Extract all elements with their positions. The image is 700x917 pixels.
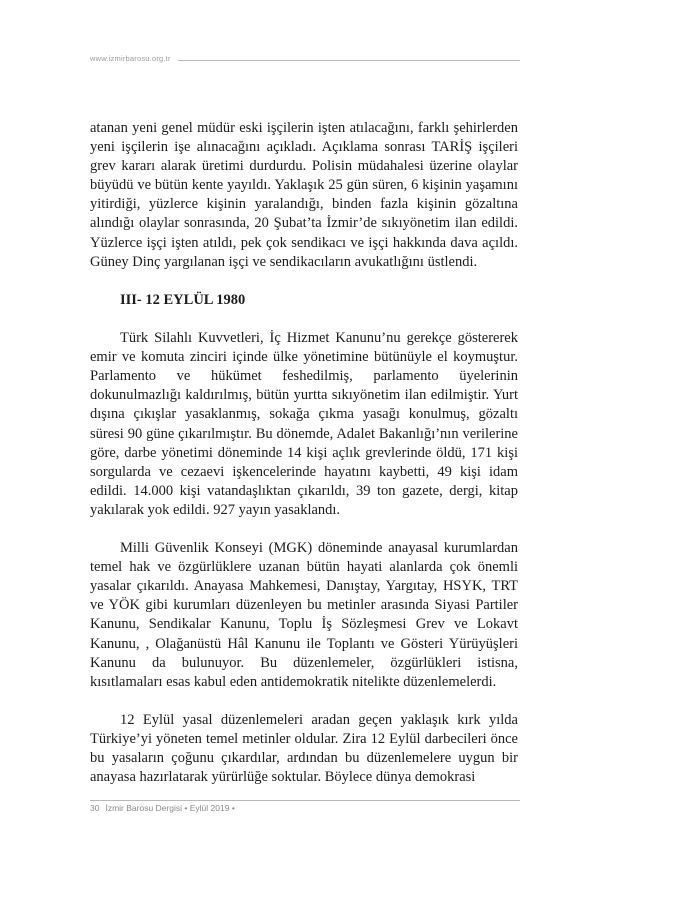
footer-bullet: • (184, 803, 188, 813)
header-rule (178, 60, 520, 61)
paragraph-4: 12 Eylül yasal düzenlemeleri aradan geçen yaklaşık kırk yılda Türkiye’yi yöneten temel metinler oldular. Zira 12 Eylül darbecileri önce bu yasaların çoğunu çıkardılar, ardından bu düzenlemelere uygun bir anayasa hazırlatarak yürürlüğe soktular. Böylece dünya demokrasi (90, 711, 518, 786)
paragraph-2: Türk Silahlı Kuvvetleri, İç Hizmet Kanunu’nu gerekçe göstererek emir ve komuta zinciri içinde ülke yönetimine bütünüyle el koymuştur. Parlamento ve hükümet feshedilmiş, parlamento üyelerinin dokunulmazlığı kaldırılmış, bütün yurtta sıkıyönetim ilan edilmiştir. Yurt dışına çıkışlar yasaklanmış, sokağa çıkma yasağı konulmuş, gözaltı süresi 90 güne çıkarılmıştır. Bu dönemde, Adalet Bakanlığı’nın verilerine göre, darbe yönetimi döneminde 14 kişi açlık grevlerinde öldü, 171 kişi sorgularda ve cezaevi işkencelerinde hayatını kaybetti, 49 kişi idam edildi. 14.000 kişi vatandaşlıktan çıkarıldı, 39 ton gazete, dergi, kitap yakılarak yok edildi. 927 yayın yasaklandı. (90, 330, 518, 518)
footer-bullet-trailing: • (231, 803, 235, 813)
footer-text (90, 802, 235, 814)
footer-rule (90, 800, 520, 801)
paragraph-1: atanan yeni genel müdür eski işçilerin işten atılacağını, farklı şehirlerden yeni işçilerin işe alınacağını açıkladı. Açıklama sonrası TARİŞ işçileri grev kararı alarak üretimi durdurdu. Polisin müdahalesi üzerine olaylar büyüdü ve bütün kente yayıldı. Yaklaşık 25 gün süren, 6 kişinin yaşamını yitirdiği, yüzlerce kişinin yaralandığı, binden fazla kişinin gözaltına alındığı olaylar sonrasında, 20 Şubat’ta İzmir’de sıkıyönetim ilan edildi. Yüzlerce işçi işten atıldı, pek çok sendikacı ve işçi hakkında dava açıldı. Güney Dinç yargılanan işçi ve sendikacıların avukatlığını üstlendi. (90, 120, 518, 270)
paragraph-gap (90, 310, 518, 329)
paragraph-3: Milli Güvenlik Konseyi (MGK) döneminde anayasal kurumlardan temel hak ve özgürlüklere uzanan bütün hayati alanlarda çok önemli yasalar çıkarıldı. Anayasa Mahkemesi, Danıştay, Yargıtay, HSYK, TRT ve YÖK gibi kurumları düzenleyen bu metinler arasında Siyasi Partiler Kanunu, Sendikalar Kanunu, Toplu İş Sözleşmesi Grev ve Lokavt Kanunu, , Olağanüstü Hâl Kanunu ile Toplantı ve Gösteri Yürüyüşleri Kanunu da bulunuyor. Bu düzenlemeler, özgürlükleri istisna, kısıtlamaları esas kabul eden antidemokratik nitelikte düzenlemelerdi. (90, 540, 518, 690)
issue-date: Eylül 2019 (189, 803, 230, 813)
paragraph-gap (90, 272, 518, 291)
page-number: 30 (90, 803, 100, 813)
header-url: www.izmirbarosu.org.tr (90, 54, 171, 63)
section-heading: III- 12 EYLÜL 1980 (120, 291, 246, 308)
journal-name: İzmir Barosu Dergisi (105, 803, 182, 813)
page-header (90, 53, 520, 65)
page-footer (90, 800, 520, 814)
paragraph-gap (90, 692, 518, 711)
paragraph-gap (90, 520, 518, 539)
article-body (90, 119, 518, 787)
